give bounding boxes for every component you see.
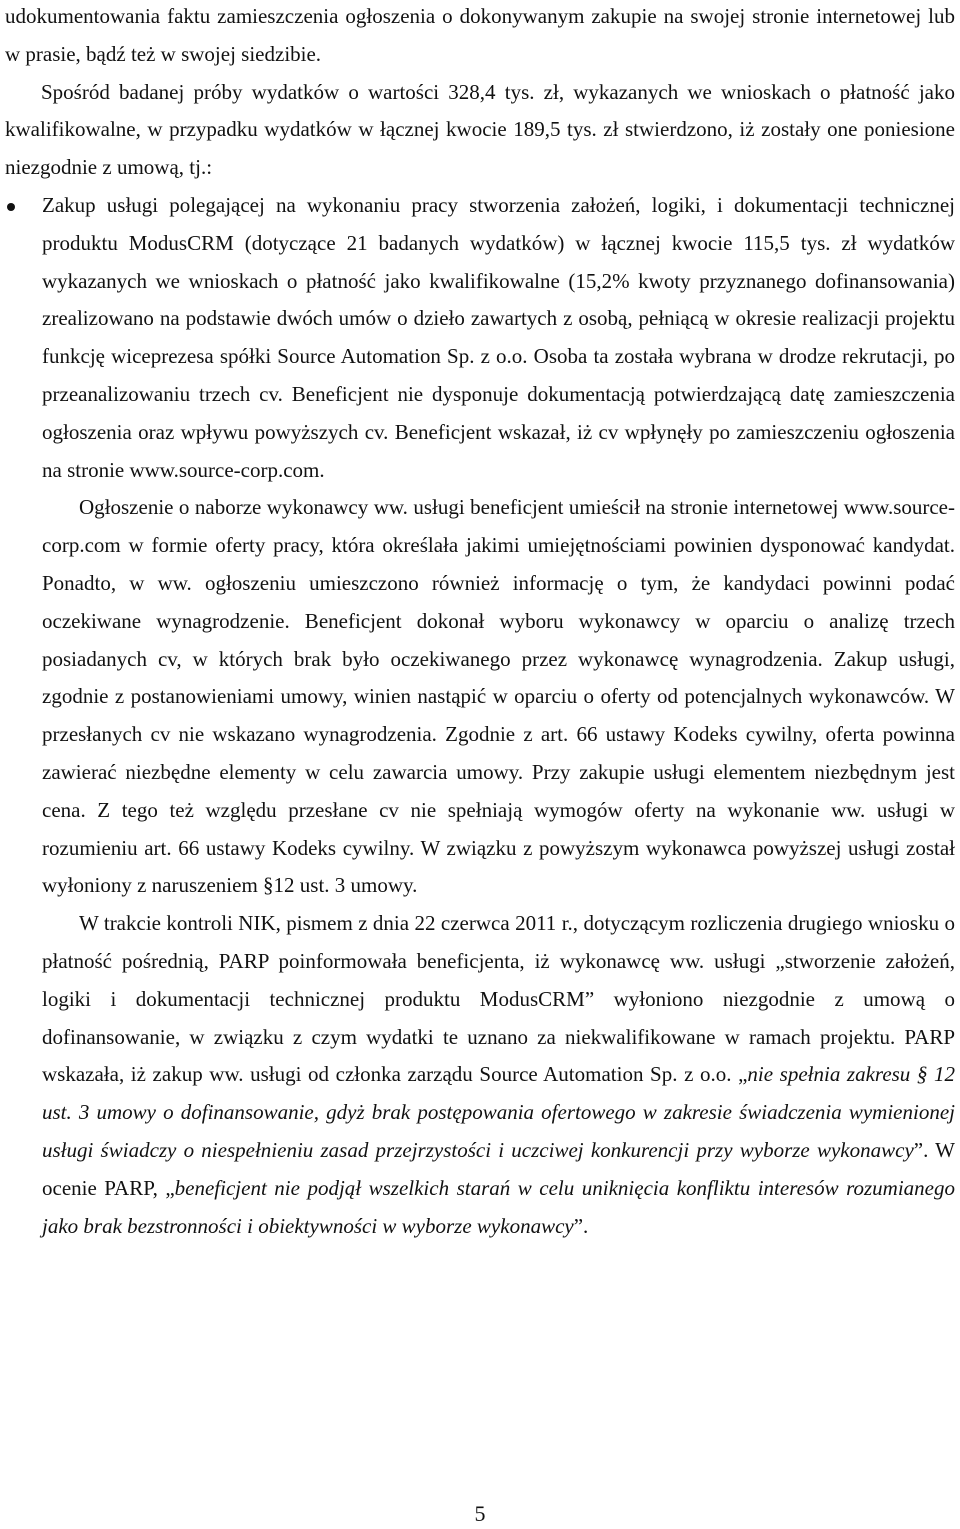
paragraph-sample-expenses: Spośród badanej próby wydatków o wartości 328,4 tys. zł, wykazanych we wnioskach o płatność jako kwalifikowalne, w przypadku wydatków w łącznej kwocie 189,5 tys. zł stwierdzono, iż zostały one poniesione niezgodnie z umową, tj.: (5, 79, 955, 180)
page-number: 5 (474, 1501, 486, 1526)
paragraph-intro-continuation: udokumentowania faktu zamieszczenia ogłoszenia o dokonywanym zakupie na swojej stronie internetowej lub w prasie, bądź też w swojej siedzibie. (5, 4, 955, 66)
paragraph-nik-text-part-2: ”. W ocenie PARP, „ (42, 1137, 956, 1200)
bullet-paragraph-moduscrm: Zakup usługi polegającej na wykonaniu pracy stworzenia założeń, logiki, i dokumentacji technicznej produktu ModusCRM (dotyczące 21 badanych wydatków) w łącznej kwocie 115,5 tys. zł wydatków wykazanych we wnioskach o płatność jako kwalifikowalne (15,2% kwoty przyznanego dofinansowania) zrealizowano na podstawie dwóch umów o dzieło zawartych z osobą, pełniącą w okresie realizacji projektu funkcję wiceprezesa spółki Source Automation Sp. z o.o. Osoba ta została wybrana w drodze rekrutacji, po przeanalizowaniu trzech cv. Beneficjent nie dysponuje dokumentacją potwierdzającą datę zamieszczenia ogłoszenia oraz wpływu powyższych cv. Beneficjent wskazał, iż cv wpłynęły po zamieszczeniu ogłoszenia na stronie www.source-corp.com. (42, 192, 955, 482)
paragraph-nik-control (5, 905, 955, 1245)
paragraph-nik-text-part-1: W trakcie kontroli NIK, pismem z dnia 22 czerwca 2011 r., dotyczącym rozliczenia drugiego wniosku o płatność pośrednią, PARP poinformowała beneficjenta, iż wykonawcę ww. usługi „stworzenie założeń, logiki i dokumentacji technicznej produktu ModusCRM” wyłoniono niezgodnie z umową o dofinansowanie, w związku z czym wydatki te uznano za niekwalifikowane w ramach projektu. PARP wskazała, iż zakup ww. usługi od członka zarządu Source Automation Sp. z o.o. „ (42, 911, 955, 1087)
paragraph-nik-quote-2: beneficjent nie podjął wszelkich starań w celu uniknięcia konfliktu interesów rozumianego jako brak bezstronności i obiektywności w wyborze wykonawcy (42, 1175, 955, 1238)
bullet-icon (7, 203, 15, 211)
bullet-list-item (5, 187, 955, 489)
paragraph-nik-quote-1: nie spełnia zakresu § 12 ust. 3 umowy o dofinansowanie, gdyż brak postępowania ofertowego w zakresie świadczenia wymienionej usługi świadczy o niespełnieniu zasad przejrzystości i uczciwej konkurencji przy wyborze wykonawcy (42, 1062, 955, 1162)
paragraph-recruitment-announcement: Ogłoszenie o naborze wykonawcy ww. usługi beneficjent umieścił na stronie internetowej www.source-corp.com w formie oferty pracy, która określała jakimi umiejętnościami powinien dysponować kandydat. Ponadto, w ww. ogłoszeniu umieszczono również informację o tym, że kandydaci powinni podać oczekiwane wynagrodzenie. Beneficjent dokonał wyboru wykonawcy w oparciu o analizę trzech posiadanych cv, w których brak było oczekiwanego przez wykonawcę wynagrodzenia. Zakup usługi, zgodnie z postanowieniami umowy, winien nastąpić w oparciu o oferty od potencjalnych wykonawców. W przesłanych cv nie wskazano wynagrodzenia. Zgodnie z art. 66 ustawy Kodeks cywilny, oferta powinna zawierać niezbędne elementy w celu zawarcia umowy. Przy zakupie usługi elementem niezbędnym jest cena. Z tego też względu przesłane cv nie spełniają wymogów oferty na wykonanie ww. usługi w rozumieniu art. 66 ustawy Kodeks cywilny. W związku z powyższym wykonawca powyższej usługi został wyłoniony z naruszeniem §12 ust. 3 umowy. (42, 495, 955, 898)
paragraph-nik-text-part-3: ”. (573, 1213, 589, 1238)
